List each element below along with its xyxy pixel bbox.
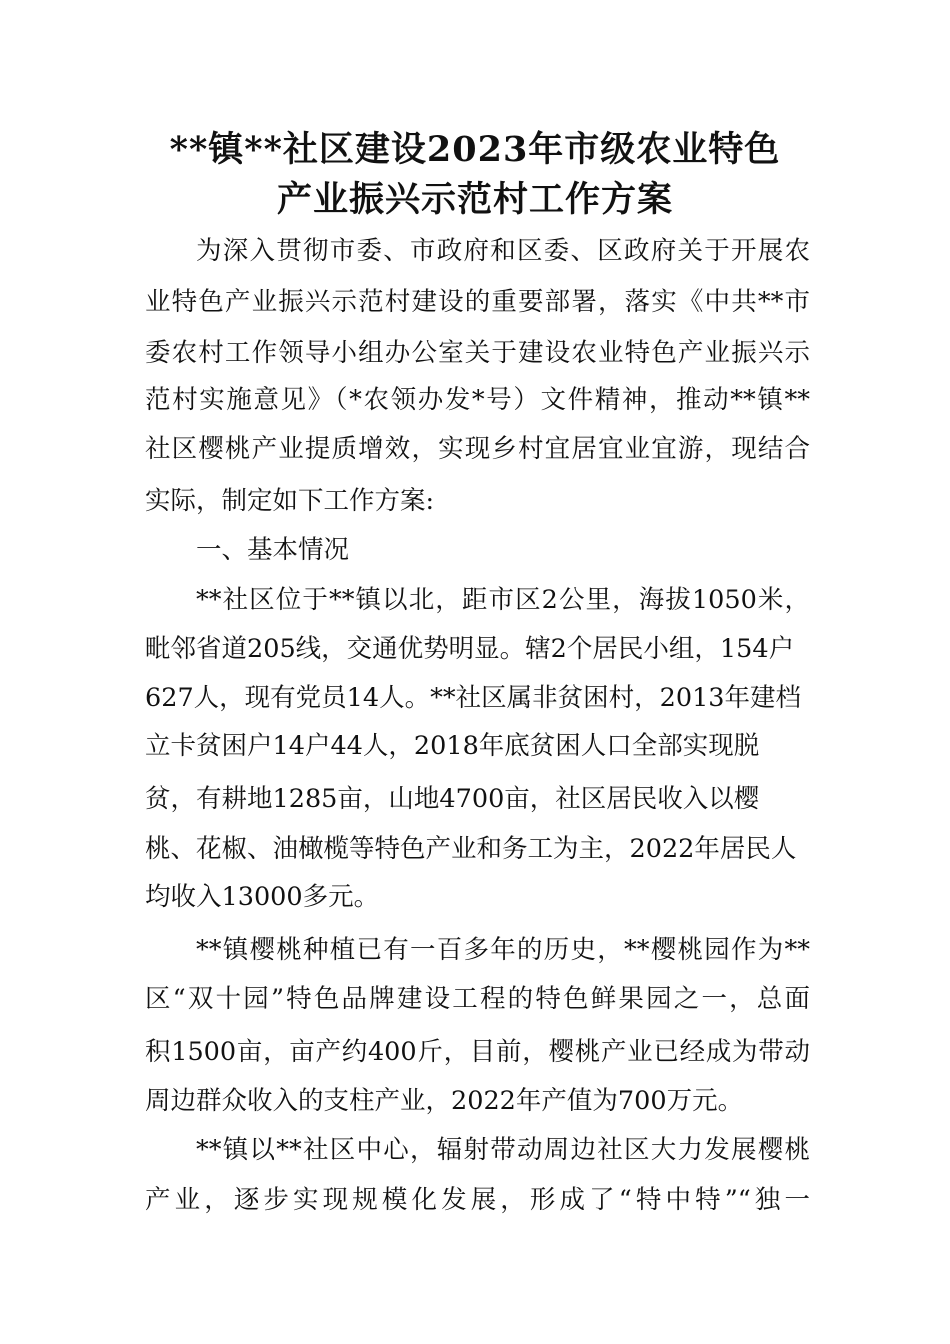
paragraph-line: 委农村工作领导小组办公室关于建设农业特色产业振兴示 — [145, 338, 810, 368]
paragraph-line: 实际，制定如下工作方案: — [145, 486, 435, 516]
paragraph-line: **社区位于**镇以北，距市区2公里，海拔1050米， — [196, 585, 810, 615]
paragraph-line: 627人，现有党员14人。**社区属非贫困村，2013年建档 — [145, 683, 802, 713]
paragraph-line: **镇樱桃种植已有一百多年的历史，**樱桃园作为** — [196, 935, 810, 965]
paragraph-line: 桃、花椒、油橄榄等特色产业和务工为主，2022年居民人 — [145, 834, 797, 864]
paragraph-line: 毗邻省道205线，交通优势明显。辖2个居民小组，154户 — [145, 634, 795, 664]
paragraph-line: 区“双十园”特色品牌建设工程的特色鲜果园之一，总面 — [145, 984, 810, 1014]
paragraph-line: 立卡贫困户14户44人，2018年底贫困人口全部实现脱 — [145, 731, 760, 761]
document-title-line-1: **镇**社区建设2023年市级农业特色 — [169, 129, 781, 170]
paragraph-line: 产业，逐步实现规模化发展，形成了“特中特”“独一 — [145, 1185, 810, 1215]
paragraph-line: 为深入贯彻市委、市政府和区委、区政府关于开展农 — [196, 236, 810, 266]
document-title-line-2: 产业振兴示范村工作方案 — [276, 179, 673, 220]
paragraph-line: 业特色产业振兴示范村建设的重要部署，落实《中共**市 — [145, 287, 810, 317]
paragraph-line: 范村实施意见》（*农领办发*号）文件精神，推动**镇** — [145, 385, 810, 415]
section-heading: 一、基本情况 — [196, 535, 350, 565]
paragraph-line: **镇以**社区中心，辐射带动周边社区大力发展樱桃 — [196, 1135, 810, 1165]
paragraph-line: 积1500亩，亩产约400斤，目前，樱桃产业已经成为带动 — [145, 1037, 810, 1067]
paragraph-line: 均收入13000多元。 — [145, 882, 380, 912]
paragraph-line: 社区樱桃产业提质增效，实现乡村宜居宜业宜游，现结合 — [145, 434, 810, 464]
paragraph-line: 周边群众收入的支柱产业，2022年产值为700万元。 — [145, 1086, 744, 1116]
paragraph-line: 贫，有耕地1285亩，山地4700亩，社区居民收入以樱 — [145, 784, 760, 814]
